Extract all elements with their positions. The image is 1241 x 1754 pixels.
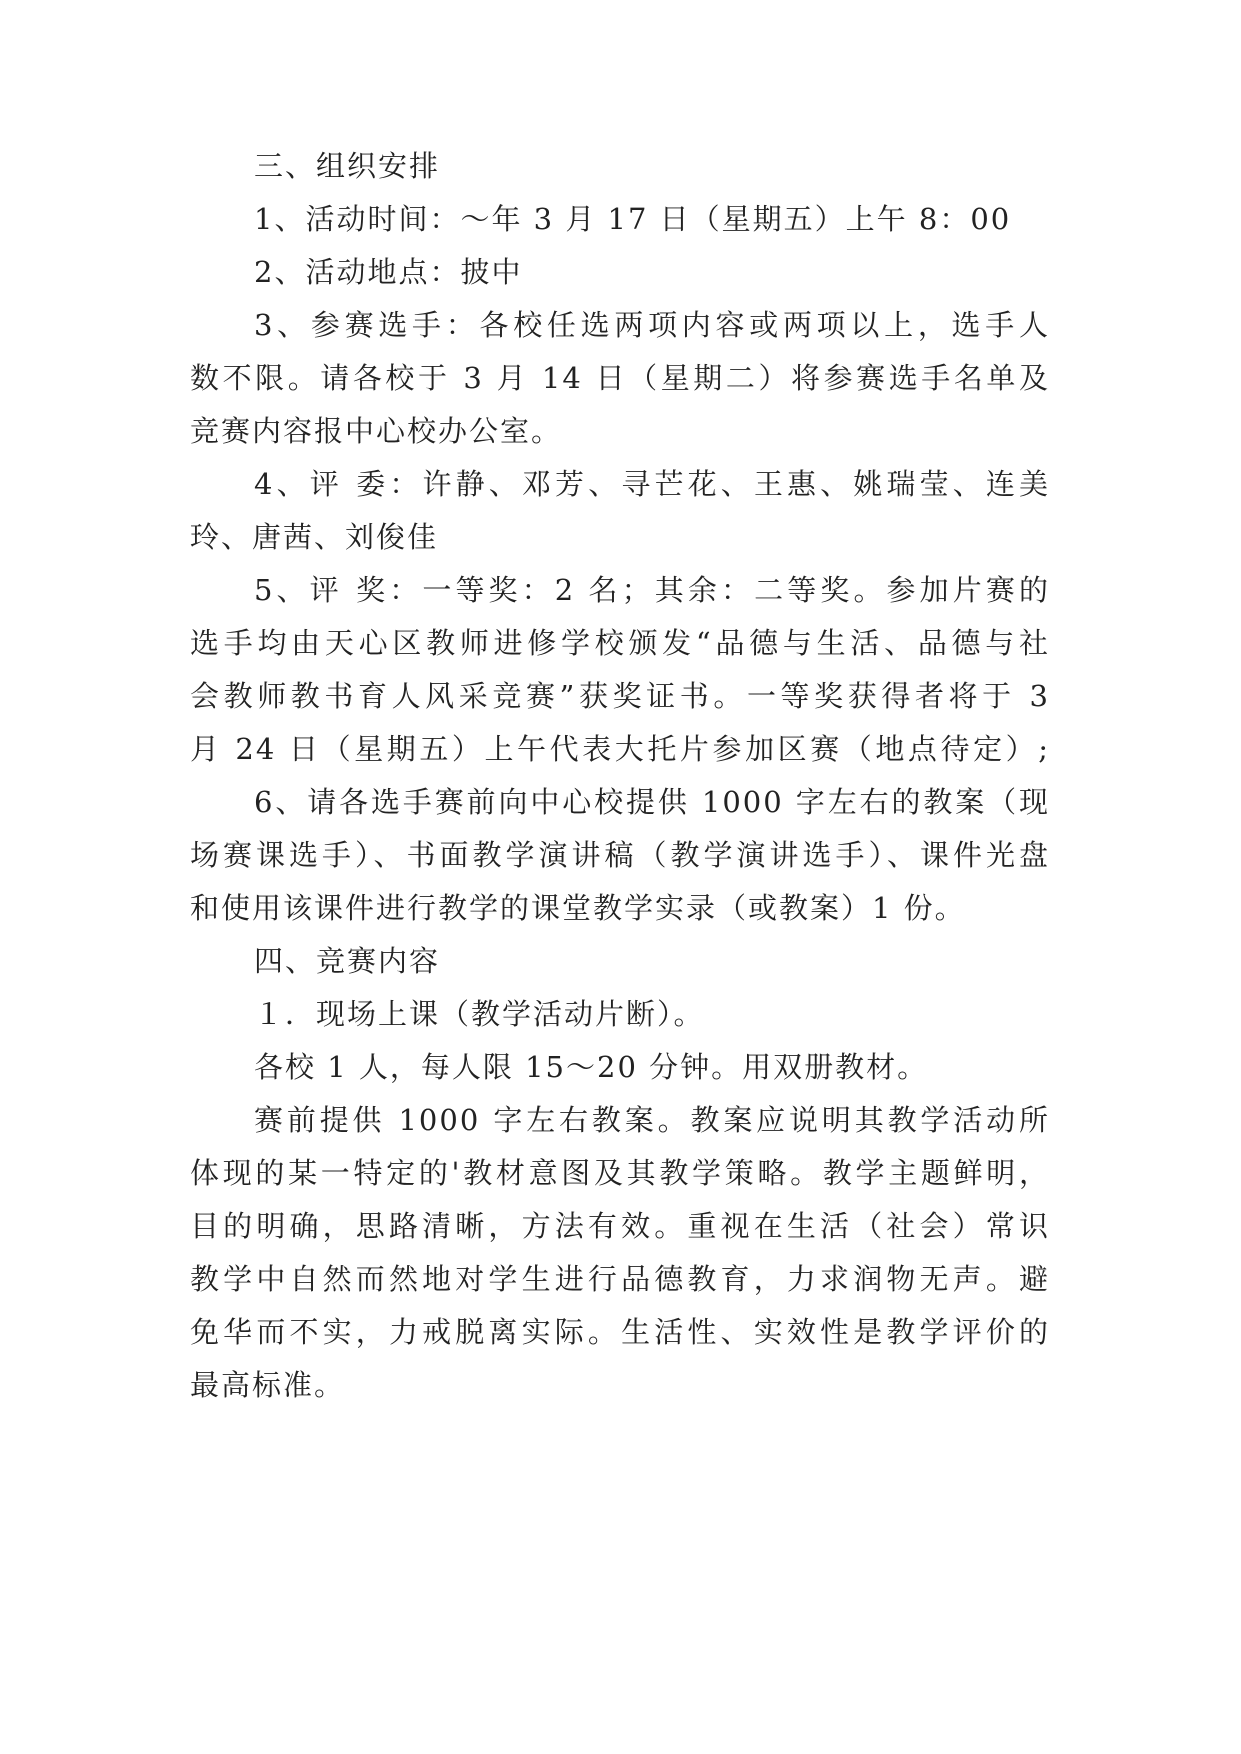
- paragraph-line: 选手均由天心区教师进修学校颁发“品德与生活、品德与社: [190, 626, 1050, 660]
- paragraph-line: 赛前提供 1000 字左右教案。教案应说明其教学活动所: [254, 1103, 1050, 1137]
- paragraph-line: 场赛课选手）、书面教学演讲稿（教学演讲选手）、课件光盘: [190, 838, 1050, 872]
- paragraph-line: 竞赛内容报中心校办公室。: [190, 414, 563, 448]
- paragraph-line: 免华而不实，力戒脱离实际。生活性、实效性是教学评价的: [190, 1315, 1050, 1349]
- paragraph-line: 6、请各选手赛前向中心校提供 1000 字左右的教案（现: [254, 785, 1050, 819]
- paragraph-line: 数不限。请各校于 3 月 14 日（星期二）将参赛选手名单及: [190, 361, 1050, 395]
- subsection-heading: １．现场上课（教学活动片断）。: [254, 997, 705, 1031]
- paragraph-line: 会教师教书育人风采竞赛”获奖证书。一等奖获得者将于 3: [190, 679, 1050, 713]
- paragraph-line: 1、活动时间：～年 3 月 17 日（星期五）上午 8：00: [254, 202, 1012, 236]
- paragraph-line: 和使用该课件进行教学的课堂教学实录（或教案）1 份。: [190, 891, 966, 925]
- paragraph-line: 月 24 日（星期五）上午代表大托片参加区赛（地点待定）;: [190, 732, 1050, 766]
- paragraph-line: 各校 1 人，每人限 15～20 分钟。用双册教材。: [254, 1050, 929, 1084]
- paragraph-line: 教学中自然而然地对学生进行品德教育，力求润物无声。避: [190, 1262, 1050, 1296]
- section-heading-content: 四、竞赛内容: [254, 944, 441, 978]
- paragraph-line: 5、评 奖：一等奖：2 名；其余：二等奖。参加片赛的: [254, 573, 1050, 607]
- paragraph-line: 玲、唐茜、刘俊佳: [190, 520, 439, 554]
- paragraph-line: 体现的某一特定的'教材意图及其教学策略。教学主题鲜明，: [190, 1156, 1050, 1190]
- paragraph-line: 3、参赛选手：各校任选两项内容或两项以上，选手人: [254, 308, 1050, 342]
- paragraph-line: 4、评 委：许静、邓芳、寻芒花、王惠、姚瑞莹、连美: [254, 467, 1050, 501]
- paragraph-line: 最高标准。: [190, 1368, 346, 1402]
- paragraph-line: 2、活动地点：披中: [254, 255, 523, 289]
- section-heading-organization: 三、组织安排: [254, 149, 441, 183]
- paragraph-line: 目的明确，思路清晰，方法有效。重视在生活（社会）常识: [190, 1209, 1050, 1243]
